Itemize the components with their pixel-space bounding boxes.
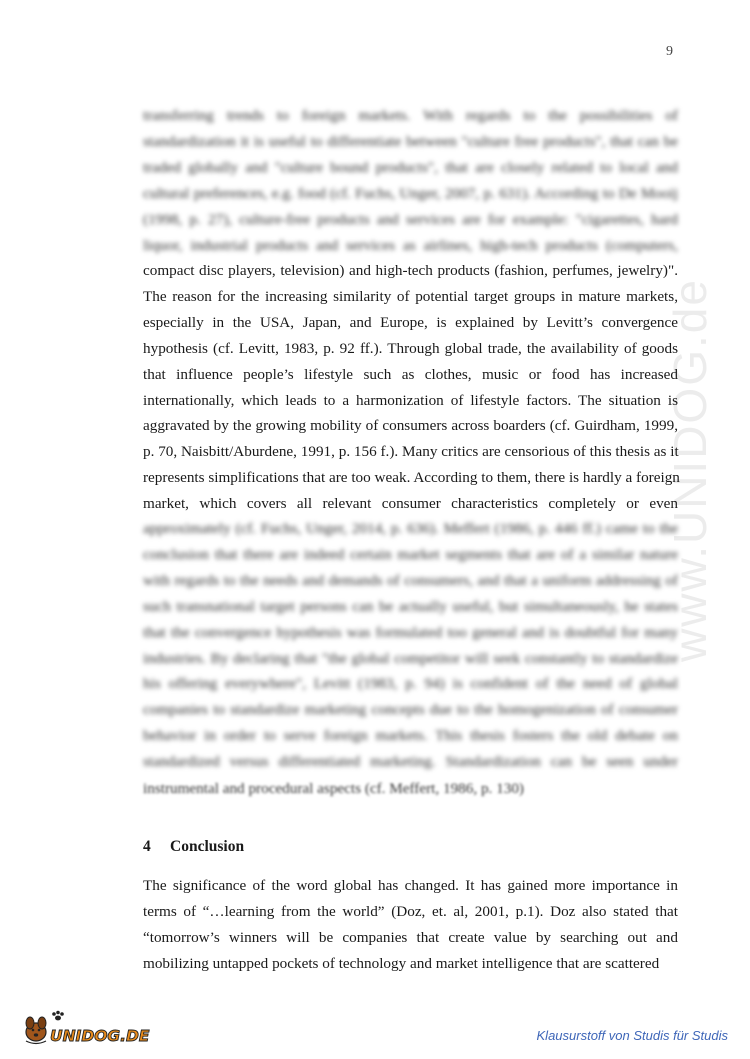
text-line: standardized versus differentiated marketing. Standardization can be seen under bbox=[143, 753, 678, 771]
main-paragraph bbox=[143, 258, 678, 517]
blurred-paragraph-bottom bbox=[143, 516, 678, 775]
paw-icon bbox=[52, 1011, 64, 1021]
text-line: conclusion that there are indeed certain market segments that are of a similar nature bbox=[143, 545, 678, 563]
text-line: especially in the USA, Japan, and Europe, is explained by Levitt’s convergence bbox=[143, 313, 678, 331]
text-line: cultural preferences, e.g. food (cf. Fuchs, Unger, 2007, p. 631). According to De Mooij bbox=[143, 184, 678, 202]
section-title: Conclusion bbox=[170, 838, 245, 855]
text-line: companies to standardize marketing concepts due to the homogenization of consumer bbox=[143, 701, 678, 719]
watermark: www.UNIDOG.de bbox=[664, 278, 716, 662]
text-line: standardization it is useful to differentiate between "culture free products", that can be bbox=[143, 132, 678, 150]
text-line: hypothesis (cf. Levitt, 1983, p. 92 ff.). Through global trade, the availability of goods bbox=[143, 339, 678, 357]
text-line: “tomorrow’s winners will be companies that create value by searching out and bbox=[143, 928, 678, 946]
section-heading bbox=[143, 838, 244, 856]
page-number: 9 bbox=[666, 44, 673, 59]
section-number: 4 bbox=[143, 838, 151, 855]
text-line: such transnational target persons can be actually useful, but simultaneously, he states bbox=[143, 597, 678, 615]
text-line: that the convergence hypothesis was formulated too general and is doubtful for many bbox=[143, 623, 678, 641]
unidog-logo bbox=[22, 1008, 152, 1048]
blurred-paragraph-top bbox=[143, 103, 678, 258]
text-line: industries. By declaring that "the global competitor will seek constantly to standardize bbox=[143, 649, 678, 667]
text-line: The significance of the word global has changed. It has gained more importance in bbox=[143, 877, 678, 894]
text-line: with regards to the needs and demands of consumers, and that a uniform addressing of bbox=[143, 571, 678, 589]
conclusion-paragraph bbox=[143, 873, 678, 977]
text-line: aggravated by the growing mobility of consumers across boarders (cf. Guirdham, 1999, bbox=[143, 417, 678, 435]
text-line: approximately (cf. Fuchs, Unger, 2014, p. 636). Meffert (1986, p. 446 ff.) came to the bbox=[143, 520, 678, 537]
text-line: terms of “…learning from the world” (Doz, et. al, 2001, p.1). Doz also stated that bbox=[143, 902, 678, 920]
text-line: market, which covers all relevant consumer characteristics completely or even bbox=[143, 495, 678, 513]
text-line: mobilizing untapped pockets of technology and market intelligence that are scattered bbox=[143, 954, 660, 972]
blurred-last-line: instrumental and procedural aspects (cf. Meffert, 1986, p. 130) bbox=[143, 780, 524, 797]
text-line: behavior in order to serve foreign markets. This thesis fosters the old debate on bbox=[143, 727, 678, 745]
logo-text: UNIDOG.DE bbox=[50, 1027, 150, 1045]
footer-tagline: Klausurstoff von Studis für Studis bbox=[536, 1028, 728, 1043]
text-line: compact disc players, television) and high-tech products (fashion, perfumes, jewelry)". bbox=[143, 262, 678, 279]
text-line: that influence people’s lifestyle such as clothes, music or food has increased bbox=[143, 365, 678, 383]
text-line: internationally, which leads to a harmonization of lifestyle factors. The situation is bbox=[143, 391, 678, 409]
text-line: p. 70, Naisbitt/Aburdene, 1991, p. 156 f.). Many critics are censorious of this thesis as it bbox=[143, 443, 679, 461]
dog-mascot-icon bbox=[26, 1017, 46, 1044]
text-line: The reason for the increasing similarity of potential target groups in mature markets, bbox=[143, 287, 678, 305]
text-line: his offering everywhere", Levitt (1983, p. 94) is confident of the need of global bbox=[143, 675, 678, 693]
text-line: liquor, industrial products and services as airlines, high-tech products (computers, bbox=[143, 236, 678, 254]
text-line: traded globally and "culture bound products", that are closely related to local and bbox=[143, 158, 678, 176]
text-line: represents simplifications that are too weak. According to them, there is hardly a foreign bbox=[143, 469, 680, 487]
text-line: transferring trends to foreign markets. With regards to the possibilities of bbox=[143, 107, 678, 124]
text-line: (1998, p. 27), culture-free products and services are for example: "cigarettes, hard bbox=[143, 210, 678, 228]
